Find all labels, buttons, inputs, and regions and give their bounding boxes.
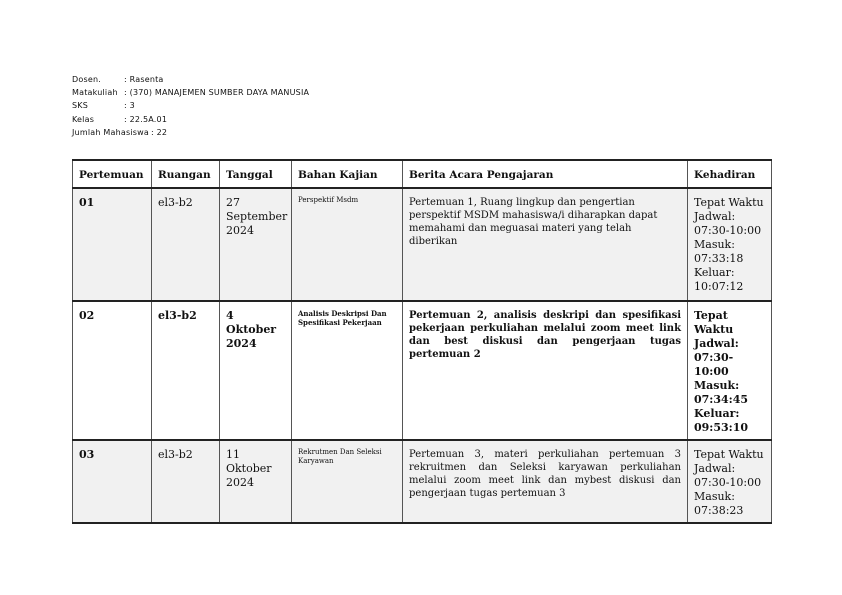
col-header-kehadiran: Kehadiran xyxy=(688,160,772,188)
dosen-line xyxy=(72,73,309,86)
cell-berita-acara: Pertemuan 1, Ruang lingkup dan pengertian perspektif MSDM mahasiswa/i diharapkan dapat memahami dan meguasai materi yang telah diberikan xyxy=(403,188,688,301)
sks-line xyxy=(72,99,309,112)
dosen-value: : Rasenta xyxy=(124,75,164,84)
kehadiran-masuk-value: 07:34:45 xyxy=(694,393,749,406)
kelas-value: : 22.5A.01 xyxy=(124,114,168,124)
kehadiran-keluar-label: Keluar: xyxy=(694,266,735,279)
sks-label: SKS xyxy=(72,101,89,111)
col-header-bahan-kajian: Bahan Kajian xyxy=(292,160,403,188)
kehadiran-jadwal-label: Jadwal: xyxy=(694,337,739,350)
table-row xyxy=(73,301,772,440)
cell-tanggal: 27 September 2024 xyxy=(220,188,292,301)
cell-kehadiran xyxy=(688,188,772,301)
kehadiran-jadwal-label: Jadwal: xyxy=(694,462,736,475)
kehadiran-jadwal-label: Jadwal: xyxy=(694,210,736,223)
col-header-ruangan: Ruangan xyxy=(152,160,220,188)
cell-pertemuan: 01 xyxy=(73,188,152,301)
cell-kehadiran xyxy=(688,440,772,523)
dosen-label: Dosen. xyxy=(72,75,101,84)
cell-ruangan: el3-b2 xyxy=(152,188,220,301)
matakuliah-value: : (370) MANAJEMEN SUMBER DAYA MANUSIA xyxy=(124,88,310,98)
cell-ruangan: el3-b2 xyxy=(152,440,220,523)
cell-bahan-kajian: Rekrutmen Dan Seleksi Karyawan xyxy=(292,440,403,523)
matakuliah-label: Matakuliah xyxy=(72,88,118,98)
kehadiran-masuk-value: 07:33:18 xyxy=(694,252,744,265)
sks-value: : 3 xyxy=(124,101,135,111)
cell-pertemuan: 02 xyxy=(73,301,152,440)
cell-tanggal: 4 Oktober 2024 xyxy=(220,301,292,440)
jumlah-label: Jumlah Mahasiswa xyxy=(72,127,149,137)
table-header-row xyxy=(73,160,772,188)
cell-ruangan: el3-b2 xyxy=(152,301,220,440)
kehadiran-keluar-value: 09:53:10 xyxy=(694,421,749,434)
document-header xyxy=(72,73,309,139)
kehadiran-status: Tepat Waktu xyxy=(694,448,764,461)
cell-pertemuan: 03 xyxy=(73,440,152,523)
kehadiran-masuk-label: Masuk: xyxy=(694,490,735,503)
kelas-line xyxy=(72,113,309,126)
kelas-label: Kelas xyxy=(72,114,95,124)
kehadiran-jadwal-value: 07:30-10:00 xyxy=(694,351,734,378)
kehadiran-jadwal-value: 07:30-10:00 xyxy=(694,224,762,237)
kehadiran-keluar-value: 10:07:12 xyxy=(694,280,744,293)
cell-kehadiran xyxy=(688,301,772,440)
jumlah-value: : 22 xyxy=(150,127,168,137)
jumlah-line xyxy=(72,126,309,139)
table-row xyxy=(73,440,772,523)
kehadiran-masuk-value: 07:38:23 xyxy=(694,504,744,517)
col-header-pertemuan: Pertemuan xyxy=(73,160,152,188)
col-header-berita-acara: Berita Acara Pengajaran xyxy=(403,160,688,188)
matakuliah-line xyxy=(72,86,309,99)
cell-berita-acara: Pertemuan 2, analisis deskripi dan spesifikasi pekerjaan perkuliahan melalui zoom meet link dan best diskusi dan pengerjaan tugas pertemuan 2 xyxy=(403,301,688,440)
kehadiran-jadwal-value: 07:30-10:00 xyxy=(694,476,762,489)
attendance-table xyxy=(72,159,772,524)
kehadiran-masuk-label: Masuk: xyxy=(694,379,740,392)
cell-tanggal: 11 Oktober 2024 xyxy=(220,440,292,523)
kehadiran-masuk-label: Masuk: xyxy=(694,238,735,251)
col-header-tanggal: Tanggal xyxy=(220,160,292,188)
cell-bahan-kajian: Perspektif Msdm xyxy=(292,188,403,301)
kehadiran-status: Tepat Waktu xyxy=(694,196,764,209)
kehadiran-status: Tepat Waktu xyxy=(694,309,734,336)
kehadiran-keluar-label: Keluar: xyxy=(694,407,740,420)
cell-berita-acara: Pertemuan 3, materi perkuliahan pertemuan 3 rekruitmen dan Seleksi karyawan perkuliahan melalui zoom meet link dan mybest diskusi dan pengerjaan tugas pertemuan 3 xyxy=(403,440,688,523)
cell-bahan-kajian: Analisis Deskripsi Dan Spesifikasi Pekerjaan xyxy=(292,301,403,440)
table-row xyxy=(73,188,772,301)
